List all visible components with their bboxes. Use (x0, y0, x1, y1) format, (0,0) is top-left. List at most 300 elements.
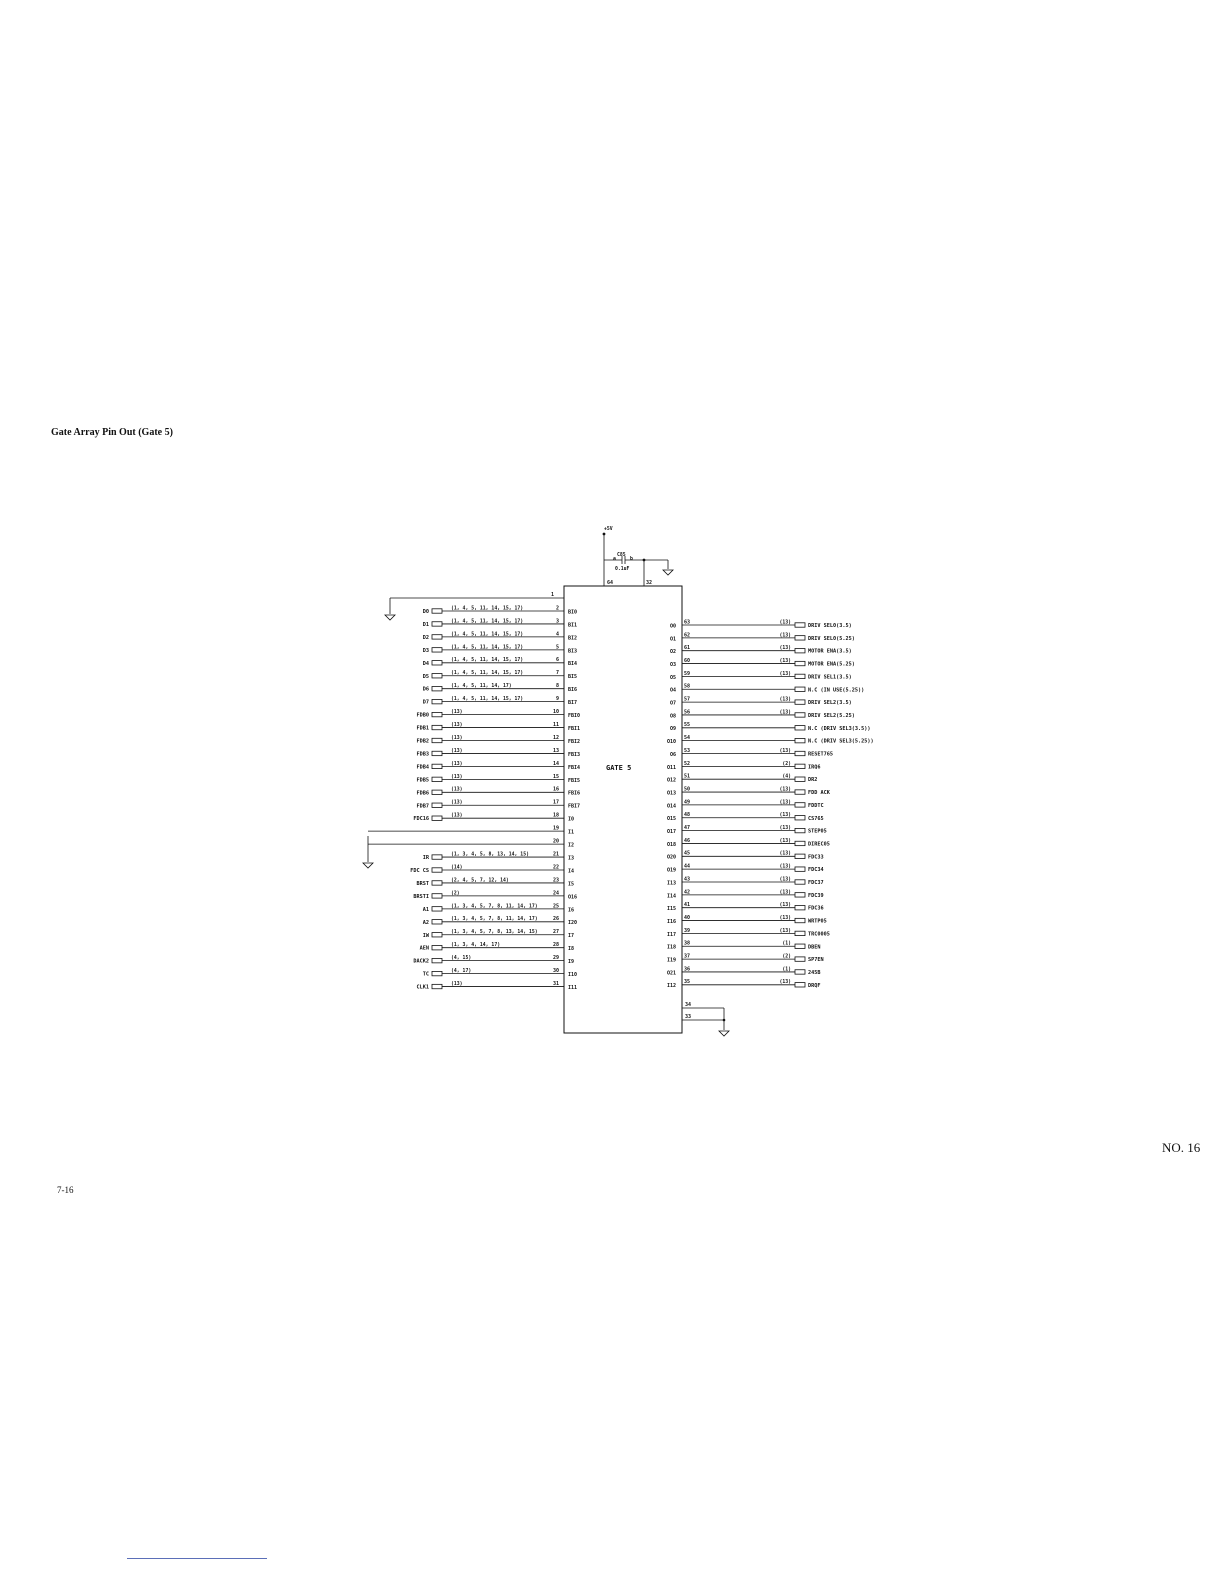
right-ground-node (723, 1019, 726, 1022)
port-label: BI7 (568, 700, 578, 707)
signal-label: FDDTC (808, 802, 824, 809)
pin-number: 44 (684, 863, 691, 870)
connector-box (432, 907, 442, 911)
ref-label: (1, 4, 5, 11, 14, 15, 17) (451, 658, 524, 664)
right-pin-row (667, 966, 821, 976)
port-label: O19 (666, 867, 676, 874)
left-pin-row (417, 761, 581, 771)
port-label: I18 (666, 944, 676, 951)
gnd-pin-number: 32 (646, 580, 653, 586)
port-label: I17 (666, 931, 676, 938)
vcc-pin-number: 64 (607, 580, 614, 586)
left-pin-row (417, 787, 581, 797)
connector-box (432, 764, 442, 768)
ref-label: (1) (782, 967, 791, 973)
port-label: O16 (568, 894, 578, 901)
port-label: O9 (669, 726, 676, 733)
left-pin-row (423, 657, 577, 667)
left-pin-row (423, 605, 577, 615)
pin-number: 18 (552, 812, 559, 819)
signal-label: D5 (422, 673, 429, 680)
pin-number: 46 (684, 837, 691, 844)
pin-number: 55 (684, 722, 691, 729)
signal-label: DIREC05 (808, 841, 830, 848)
left-pin-row (423, 670, 577, 680)
pin-number: 14 (552, 760, 559, 767)
right-pin-row (670, 697, 852, 707)
port-label: O3 (669, 661, 676, 668)
port-label: O10 (666, 739, 676, 746)
port-label: O8 (669, 713, 676, 720)
pin-number: 3 (555, 618, 559, 625)
port-label: I15 (666, 906, 676, 913)
left-pin-row (368, 839, 574, 849)
connector-box (432, 777, 442, 781)
ref-label: (2, 4, 5, 7, 12, 14) (451, 878, 509, 884)
ref-label: (13) (779, 787, 791, 793)
signal-label: RESET765 (808, 751, 833, 758)
pin-number: 7 (555, 670, 559, 677)
port-label: I1 (568, 829, 575, 836)
right-pin-row (667, 786, 831, 796)
port-label: O14 (666, 803, 676, 810)
signal-label: IRQ6 (808, 764, 821, 771)
signal-label: FDB3 (416, 751, 429, 758)
left-pin-row (423, 916, 577, 926)
connector-box (795, 983, 805, 987)
right-pin-row (667, 864, 824, 874)
connector-box (795, 803, 805, 807)
right-pin-row (667, 761, 821, 771)
signal-label: A1 (422, 906, 429, 913)
connector-box (432, 622, 442, 626)
port-label: I5 (568, 881, 575, 888)
signal-label: DRIV SEL0(3.5) (808, 623, 852, 629)
pin-number: 29 (552, 955, 559, 962)
pin1-ground-symbol (385, 615, 395, 620)
signal-label: BRST (416, 880, 429, 887)
ref-label: (4) (782, 774, 791, 780)
ref-label: (13) (451, 774, 463, 780)
connector-box (432, 712, 442, 716)
connector-box (795, 790, 805, 794)
pin-number: 22 (552, 864, 559, 871)
connector-box (795, 828, 805, 832)
ref-label: (4, 17) (451, 969, 472, 974)
connector-box (795, 738, 805, 742)
connector-box (795, 764, 805, 768)
signal-label: AEN (419, 945, 429, 952)
connector-box (432, 609, 442, 613)
left-pin-row (423, 644, 577, 654)
connector-box (432, 790, 442, 794)
signal-label: FDC34 (808, 867, 824, 874)
port-label: O11 (666, 764, 676, 771)
connector-box (795, 931, 805, 935)
signal-label: N.C (DRIV SEL3(5.25)) (808, 738, 874, 745)
ref-label: (1, 4, 5, 11, 14, 15, 17) (451, 697, 524, 703)
connector-box (795, 700, 805, 704)
signal-label: FDC39 (808, 892, 824, 899)
cap-ground-symbol (663, 570, 673, 575)
pin-number: 35 (684, 979, 691, 986)
signal-label: MOTOR ENA(5.25) (808, 661, 855, 668)
pin19-20-ground-symbol (363, 863, 373, 868)
pin-number: 47 (684, 825, 691, 831)
pin-number: 36 (684, 966, 691, 973)
connector-box (795, 636, 805, 640)
right-pin-row (670, 645, 852, 655)
left-pin-row (423, 903, 574, 913)
ref-label: (1, 3, 4, 5, 7, 8, 11, 14, 17) (451, 904, 538, 910)
connector-box (432, 699, 442, 703)
pin33-number: 33 (685, 1014, 692, 1020)
cap-pin-a: a (613, 557, 616, 562)
port-label: O12 (666, 777, 676, 784)
ref-label: (13) (779, 813, 791, 819)
connector-box (432, 687, 442, 691)
signal-label: DR2 (808, 777, 818, 784)
right-pin-row (667, 902, 824, 912)
pin-number: 30 (552, 968, 559, 974)
ref-label: (1, 3, 4, 14, 17) (451, 943, 501, 949)
right-pin-row (670, 709, 855, 719)
signal-label: FDB7 (416, 803, 429, 810)
ref-label: (13) (451, 735, 463, 741)
connector-box (795, 906, 805, 910)
pin1-number: 1 (551, 592, 555, 598)
connector-box (795, 880, 805, 884)
right-pin-row (667, 812, 824, 822)
port-label: FBI1 (568, 725, 581, 732)
ref-label: (2) (782, 954, 791, 960)
port-label: I13 (666, 880, 676, 887)
signal-label: CLK1 (416, 984, 429, 991)
port-label: O13 (666, 790, 676, 797)
connector-box (795, 713, 805, 717)
ref-label: (1, 4, 5, 11, 14, 15, 17) (451, 632, 524, 638)
left-pin-row (417, 800, 581, 810)
port-label: I19 (666, 957, 676, 964)
pin-number: 12 (552, 734, 559, 741)
pin-number: 4 (555, 631, 559, 638)
ref-label: (13) (451, 710, 463, 715)
pin-number: 16 (552, 786, 559, 793)
port-label: FBI4 (568, 764, 581, 771)
figure-number: NO. 16 (1162, 1140, 1201, 1155)
pin-number: 61 (684, 645, 691, 652)
ref-label: (13) (779, 890, 791, 896)
signal-label: FDC CS (410, 868, 429, 874)
connector-box (432, 984, 442, 988)
port-label: O1 (669, 636, 676, 643)
signal-label: IW (422, 932, 429, 939)
pin-number: 41 (684, 902, 691, 909)
right-pin-row (670, 722, 871, 732)
pin-number: 28 (552, 942, 559, 949)
ref-label: (13) (779, 980, 791, 986)
connector-box (432, 971, 442, 975)
signal-label: D6 (422, 686, 429, 693)
pin-number: 62 (684, 632, 691, 639)
left-pin-row (423, 683, 577, 693)
left-pin-row (417, 709, 581, 719)
port-label: O7 (669, 700, 676, 707)
port-label: BI5 (568, 674, 578, 681)
connector-box (795, 841, 805, 845)
pin-number: 6 (555, 657, 559, 664)
signal-label: DRIV SEL2(5.25) (808, 712, 855, 719)
pin-number: 13 (552, 747, 559, 754)
port-label: O15 (666, 816, 676, 823)
pin-number: 15 (552, 773, 559, 780)
signal-label: D1 (422, 621, 429, 628)
port-label: O5 (669, 674, 676, 681)
connector-box (432, 958, 442, 962)
connector-box (795, 777, 805, 781)
port-label: O4 (669, 687, 676, 694)
ref-label: (13) (779, 658, 791, 664)
pin-number: 24 (552, 890, 559, 897)
pin-number: 54 (684, 735, 691, 742)
port-label: FBI7 (568, 803, 581, 810)
pin-number: 20 (552, 838, 559, 845)
connector-box (795, 816, 805, 820)
port-label: BI2 (568, 635, 578, 642)
left-pin-row (420, 942, 574, 952)
pin-number: 59 (684, 670, 691, 677)
pin-number: 27 (552, 929, 559, 936)
ref-label: (2) (782, 761, 791, 767)
pin-number: 53 (684, 747, 691, 754)
right-pin-list (667, 619, 874, 989)
connector-box (795, 893, 805, 897)
connector-box (795, 661, 805, 665)
ref-label: (13) (451, 787, 463, 793)
pin-number: 50 (684, 786, 691, 793)
connector-box (795, 649, 805, 653)
pin-number: 23 (552, 877, 559, 884)
port-label: BI3 (568, 648, 578, 655)
ref-label: (1, 4, 5, 11, 14, 15, 17) (451, 671, 524, 677)
footer-rule (127, 1558, 267, 1559)
port-label: I0 (568, 816, 575, 823)
signal-label: BRSTI (413, 893, 429, 900)
signal-label: D4 (422, 660, 429, 667)
left-pin-row (413, 813, 574, 823)
right-pin-row (667, 954, 824, 964)
left-pin-row (423, 968, 577, 978)
ref-label: (13) (451, 981, 463, 987)
signal-label: N.C (IN USE(5.25)) (808, 687, 865, 694)
signal-label: DACK2 (413, 958, 429, 965)
right-pin-row (670, 632, 855, 642)
signal-label: DRIV SEL1(3.5) (808, 674, 852, 681)
port-label: I9 (568, 959, 575, 966)
right-pin-row (667, 889, 824, 899)
ref-label: (1, 3, 4, 5, 8, 13, 14, 15) (451, 852, 529, 858)
connector-box (795, 867, 805, 871)
connector-box (795, 751, 805, 755)
ref-label: (13) (779, 710, 791, 716)
pin-number: 63 (684, 619, 691, 626)
supply-label: +5V (604, 527, 613, 532)
left-pin-row (417, 735, 581, 745)
right-pin-row (667, 735, 874, 745)
ref-label: (1, 4, 5, 11, 14, 15, 17) (451, 619, 524, 625)
signal-label: A2 (422, 919, 429, 926)
pin-number: 9 (555, 696, 559, 703)
signal-label: MOTOR ENA(3.5) (808, 648, 852, 655)
right-ground-symbol (719, 1031, 729, 1036)
port-label: I14 (666, 893, 676, 900)
signal-label: DRQF (808, 982, 821, 989)
port-label: O18 (666, 841, 676, 848)
signal-label: FDB5 (416, 777, 429, 784)
port-label: BI6 (568, 687, 578, 694)
ref-label: (13) (779, 826, 791, 831)
port-label: I6 (568, 907, 575, 914)
ref-label: (13) (779, 915, 791, 921)
right-pin-row (670, 748, 833, 758)
connector-box (795, 918, 805, 922)
signal-label: D3 (422, 647, 429, 654)
left-pin-list (368, 605, 580, 991)
ref-label: (13) (451, 748, 463, 754)
signal-label: FDB6 (416, 790, 429, 797)
port-label: O0 (669, 623, 676, 630)
cap-ref: C85 (617, 553, 626, 558)
signal-label: N.C (DRIV SEL3(3.5)) (808, 725, 871, 732)
ref-label: (13) (779, 851, 791, 857)
pin-number: 37 (684, 953, 691, 960)
pin-number: 45 (684, 850, 691, 857)
port-label: O17 (666, 829, 676, 835)
signal-label: FDC37 (808, 880, 824, 886)
signal-label: FDB4 (416, 764, 429, 771)
signal-label: FDB1 (416, 725, 429, 732)
connector-box (432, 674, 442, 678)
signal-label: CS765 (808, 815, 824, 822)
left-pin-row (417, 877, 575, 887)
port-label: O2 (669, 649, 676, 656)
ref-label: (13) (779, 877, 791, 883)
pin-number: 58 (684, 683, 691, 690)
pin-number: 57 (684, 696, 691, 703)
left-pin-row (423, 618, 577, 628)
pin-number: 51 (684, 773, 691, 780)
connector-box (795, 674, 805, 678)
left-pin-row (423, 631, 577, 641)
ref-label: (13) (451, 813, 463, 819)
connector-box (432, 738, 442, 742)
connector-box (795, 687, 805, 691)
right-pin-row (667, 915, 827, 925)
ref-label: (13) (451, 800, 463, 806)
connector-box (795, 944, 805, 948)
pin-number: 60 (684, 657, 691, 664)
connector-box (432, 725, 442, 729)
connector-box (432, 816, 442, 820)
pin-number: 40 (684, 914, 691, 921)
pin-number: 11 (552, 721, 559, 728)
signal-label: STEP05 (808, 828, 827, 835)
ref-label: (1, 3, 4, 5, 7, 8, 13, 14, 15) (451, 930, 538, 936)
ref-label: (1, 4, 5, 11, 14, 15, 17) (451, 606, 524, 612)
port-label: I12 (666, 983, 676, 990)
pin-number: 8 (555, 683, 559, 690)
left-pin-row (413, 890, 577, 900)
connector-box (432, 868, 442, 872)
cap-pin-b: b (630, 557, 633, 562)
pin34-number: 34 (685, 1002, 692, 1008)
signal-label: FDC16 (413, 816, 429, 823)
pin-number: 17 (552, 799, 559, 806)
connector-box (795, 957, 805, 961)
connector-box (432, 661, 442, 665)
port-label: FBI6 (568, 790, 581, 797)
port-label: FBI5 (568, 777, 581, 784)
signal-label: FDB0 (416, 712, 429, 719)
chip-name: GATE 5 (606, 764, 632, 772)
port-label: I8 (568, 946, 575, 953)
pin-number: 42 (684, 889, 691, 896)
ref-label: (13) (779, 903, 791, 909)
ref-label: (13) (779, 864, 791, 870)
pin-number: 48 (684, 812, 691, 819)
ref-label: (1) (782, 941, 791, 947)
pin-number: 56 (684, 709, 691, 716)
ref-label: (4, 15) (451, 956, 472, 962)
connector-box (432, 648, 442, 652)
signal-label: TC (422, 971, 429, 978)
port-label: I4 (568, 868, 575, 875)
ref-label: (1, 4, 5, 11, 14, 15, 17) (451, 645, 524, 651)
chip-body (564, 586, 682, 1033)
left-pin-row (417, 774, 581, 784)
left-pin-row (417, 748, 581, 758)
left-pin-row (413, 955, 574, 965)
port-label: I10 (568, 972, 578, 978)
port-label: FBI0 (568, 713, 581, 719)
pin-number: 10 (552, 709, 559, 715)
connector-box (795, 623, 805, 627)
right-pin-row (667, 838, 830, 848)
pin-number: 38 (684, 940, 691, 947)
right-pin-row (667, 825, 827, 835)
signal-label: FDC33 (808, 854, 824, 861)
right-pin-row (667, 799, 824, 809)
right-pin-row (667, 851, 824, 861)
port-label: FBI2 (568, 738, 581, 745)
ref-label: (13) (779, 928, 791, 934)
pin-number: 21 (552, 851, 559, 858)
ref-label: (1, 3, 4, 5, 7, 8, 11, 14, 17) (451, 917, 538, 923)
connector-box (432, 751, 442, 755)
connector-box (432, 881, 442, 885)
ref-label: (13) (779, 671, 791, 677)
connector-box (432, 803, 442, 807)
signal-label: FDB2 (416, 738, 429, 745)
pin-number: 39 (684, 927, 691, 934)
signal-label: DRIV SEL2(3.5) (808, 700, 852, 707)
port-label: O6 (669, 751, 676, 758)
pin-number: 49 (684, 799, 691, 806)
pin-number: 2 (555, 605, 559, 612)
signal-label: D2 (422, 634, 429, 641)
signal-label: D0 (422, 609, 429, 615)
ref-label: (13) (779, 800, 791, 806)
